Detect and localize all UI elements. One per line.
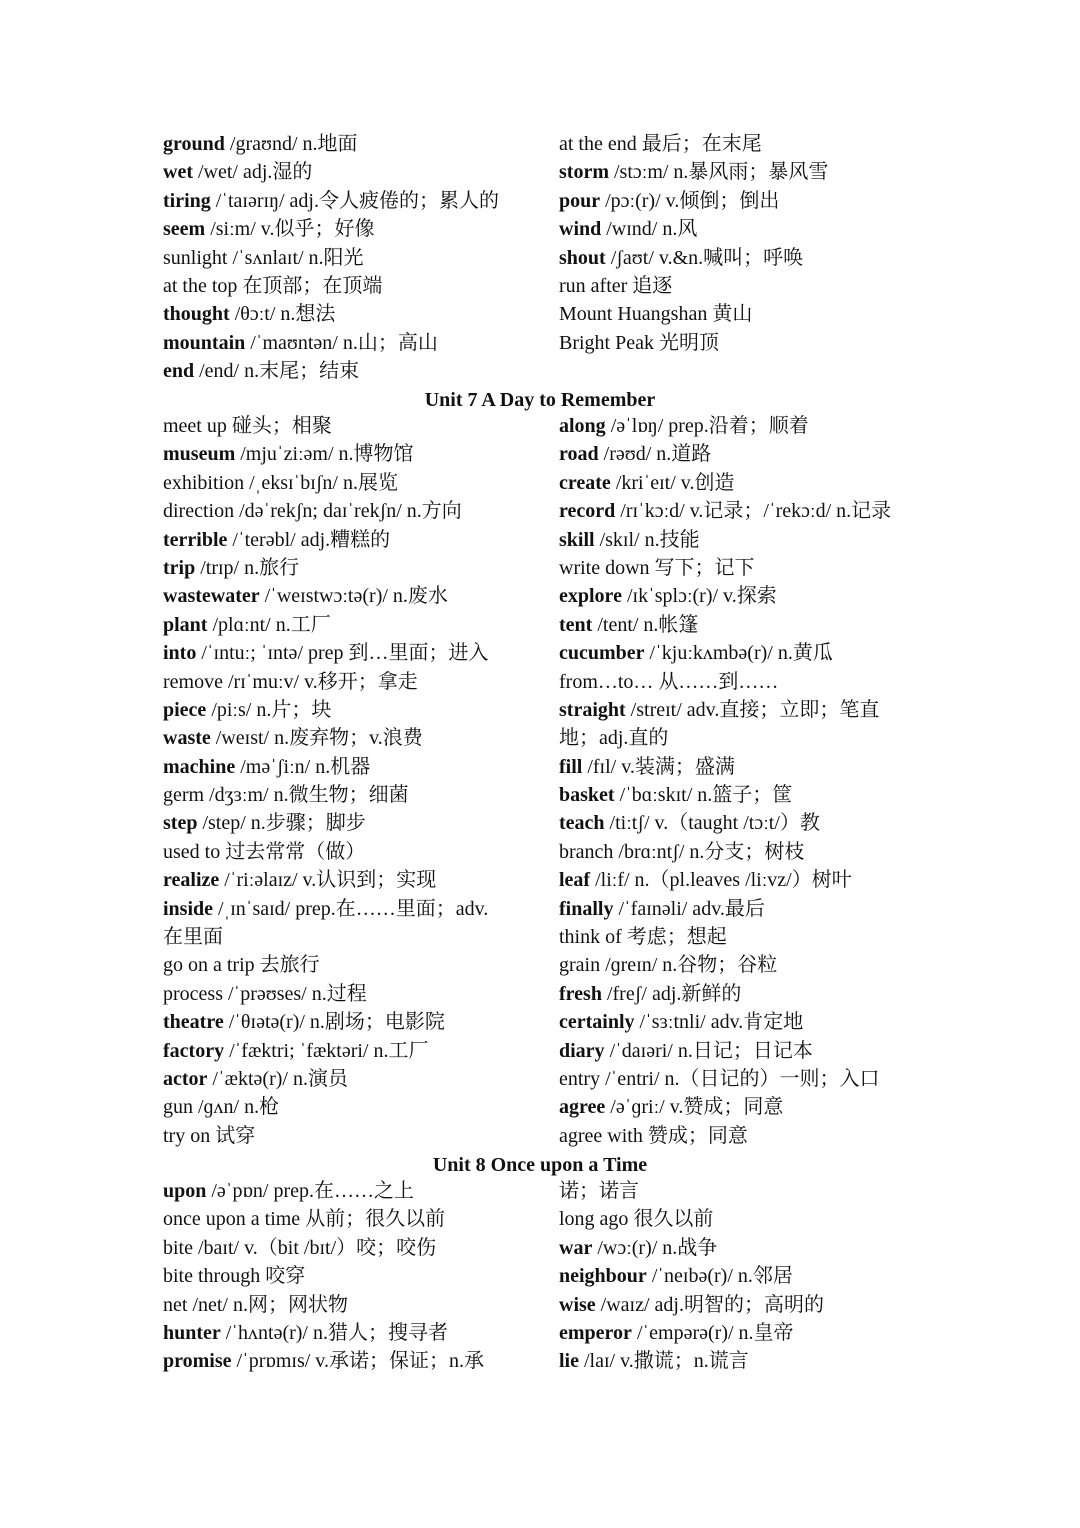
entry-definition: /ˈkjuːkʌmbə(r)/ n.黄瓜 <box>644 642 833 665</box>
entry-word: branch <box>559 840 614 863</box>
entry-word: shout <box>559 246 606 269</box>
entry-definition: /laɪ/ v.撒谎；n.谎言 <box>579 1350 749 1373</box>
vocab-entry <box>559 980 923 1008</box>
vocab-entry <box>163 244 559 272</box>
entry-word: meet up <box>163 415 227 437</box>
entry-definition: /wet/ adj.湿的 <box>192 161 313 184</box>
entry-word: factory <box>163 1039 225 1062</box>
vocab-entry <box>163 440 559 468</box>
vocab-entry <box>163 753 559 781</box>
entry-word: once upon a time <box>163 1208 301 1231</box>
vocab-entry <box>163 554 559 582</box>
vocab-entry <box>559 1319 923 1347</box>
entry-definition: /ˈθɪətə(r)/ n.剧场；电影院 <box>223 1011 445 1034</box>
entry-word: diary <box>559 1039 605 1062</box>
entry-word: inside <box>163 897 214 920</box>
entry-word: try on <box>163 1124 211 1147</box>
vocab-entry <box>163 809 559 837</box>
vocab-entry <box>559 582 923 610</box>
entry-definition: 试穿 <box>210 1124 256 1147</box>
entry-definition: /ˈhʌntə(r)/ n.猎人；搜寻者 <box>220 1321 448 1344</box>
entry-word: wastewater <box>163 585 260 608</box>
vocab-entry <box>163 469 559 497</box>
vocab-entry <box>559 440 923 468</box>
vocab-entry <box>559 469 923 497</box>
entry-definition: /ɡʌn/ n.枪 <box>193 1096 280 1119</box>
vocab-column-left <box>163 1177 559 1376</box>
entry-word: thought <box>163 303 230 326</box>
entry-definition: 去旅行 <box>254 954 320 977</box>
vocab-entry <box>559 412 923 440</box>
vocab-entry <box>559 497 923 525</box>
entry-definition: /kriˈeɪt/ v.创造 <box>610 471 735 494</box>
entry-word: end <box>163 360 195 383</box>
entry-word: create <box>559 471 611 494</box>
vocab-entry <box>163 412 559 440</box>
entry-definition: /rɪˈmuːv/ v.移开；拿走 <box>222 670 418 693</box>
vocab-entry <box>559 554 923 582</box>
entry-word: pour <box>559 189 601 212</box>
vocab-entry <box>163 187 559 215</box>
vocab-entry <box>559 809 923 837</box>
entry-definition: 碰头；相聚 <box>226 415 332 437</box>
vocab-entry <box>559 724 923 752</box>
vocab-entry <box>559 1234 923 1262</box>
entry-definition: /ˈneɪbə(r)/ n.邻居 <box>646 1265 793 1288</box>
entry-word: plant <box>163 613 208 636</box>
vocab-entry <box>163 1177 559 1205</box>
entry-word: finally <box>559 897 614 920</box>
entry-definition: /rəʊd/ n.道路 <box>598 443 712 466</box>
entry-definition: /ʃaʊt/ v.&n.喊叫；呼唤 <box>605 246 804 269</box>
entry-word: explore <box>559 585 622 608</box>
vocab-column-right <box>559 412 923 1150</box>
entry-word: skill <box>559 528 595 551</box>
vocab-column-right <box>559 130 923 386</box>
entry-definition: 从前；很久以前 <box>300 1208 446 1231</box>
entry-word: leaf <box>559 869 591 892</box>
entry-word: direction <box>163 500 235 523</box>
entry-word: at the end <box>559 133 637 155</box>
entry-definition: /ˈfaɪnəli/ adv.最后 <box>613 897 765 920</box>
vocab-entry <box>559 158 923 186</box>
vocab-entry <box>559 1291 923 1319</box>
vocab-block-unit-7 <box>163 412 923 1150</box>
entry-word: lie <box>559 1350 579 1373</box>
entry-word: run after <box>559 274 628 297</box>
vocab-entry <box>559 923 923 951</box>
entry-definition: /net/ n.网；网状物 <box>187 1293 348 1316</box>
vocab-entry <box>163 696 559 724</box>
entry-definition: /ɡreɪn/ n.谷物；谷粒 <box>600 954 778 977</box>
entry-word: emperor <box>559 1321 632 1344</box>
entry-definition: /stɔːm/ n.暴风雨；暴风雪 <box>608 161 829 184</box>
vocab-entry <box>163 1093 559 1121</box>
vocab-entry <box>559 1008 923 1036</box>
entry-word: process <box>163 982 223 1005</box>
entry-definition: 写下；记下 <box>649 556 755 579</box>
vocab-entry <box>559 244 923 272</box>
entry-definition: /ˈempərə(r)/ n.皇帝 <box>631 1321 794 1344</box>
vocab-entry <box>163 838 559 866</box>
entry-definition: 在顶部；在顶端 <box>237 274 383 297</box>
entry-definition: /ˈæktə(r)/ n.演员 <box>207 1067 348 1090</box>
entry-definition: /θɔːt/ n.想法 <box>229 303 336 326</box>
entry-definition: /ˌɪnˈsaɪd/ prep.在……里面；adv. <box>213 897 489 920</box>
entry-word: promise <box>163 1350 232 1373</box>
entry-word: Bright Peak <box>559 331 654 354</box>
entry-word: museum <box>163 443 236 466</box>
vocab-entry <box>559 838 923 866</box>
vocab-entry <box>163 1122 559 1150</box>
vocab-entry <box>559 1037 923 1065</box>
entry-word: Mount Huangshan <box>559 303 708 326</box>
entry-definition: /ˈtaɪərɪŋ/ adj.令人疲倦的；累人的 <box>210 189 499 212</box>
unit-8-heading: Unit 8 Once upon a Time <box>432 1154 648 1176</box>
entry-definition: /mjuˈziːəm/ n.博物馆 <box>235 443 414 466</box>
vocab-entry <box>163 951 559 979</box>
vocab-entry <box>163 980 559 1008</box>
entry-definition: /wɪnd/ n.风 <box>601 218 698 241</box>
entry-word: seem <box>163 218 206 241</box>
entry-definition: /məˈʃiːn/ n.机器 <box>235 755 371 778</box>
vocab-entry <box>163 668 559 696</box>
entry-definition: /əˈpɒn/ prep.在……之上 <box>206 1180 415 1202</box>
vocab-entry <box>559 1065 923 1093</box>
vocab-entry <box>559 130 923 158</box>
entry-word: fill <box>559 755 583 778</box>
vocab-entry <box>559 187 923 215</box>
entry-definition: /siːm/ v.似乎；好像 <box>205 218 375 241</box>
entry-definition: /waɪz/ adj.明智的；高明的 <box>595 1293 824 1316</box>
entry-definition: 从……到…… <box>653 670 779 693</box>
entry-word: think of <box>559 926 622 949</box>
entry-definition: /freʃ/ adj.新鲜的 <box>601 982 742 1005</box>
entry-word: neighbour <box>559 1265 647 1288</box>
entry-definition: /ˈmaʊntən/ n.山；高山 <box>245 331 438 354</box>
entry-word: go on a trip <box>163 954 255 977</box>
vocab-entry <box>163 866 559 894</box>
entry-definition: 追逐 <box>627 274 673 297</box>
entry-word: storm <box>559 161 609 184</box>
entry-word: wise <box>559 1293 596 1316</box>
entry-word: bite <box>163 1236 193 1259</box>
entry-word: net <box>163 1293 188 1316</box>
vocab-entry <box>559 611 923 639</box>
entry-definition: 考虑；想起 <box>621 926 727 949</box>
vocab-entry <box>163 582 559 610</box>
vocab-column-right <box>559 1177 923 1376</box>
vocab-entry <box>163 1262 559 1290</box>
entry-definition: /step/ n.步骤；脚步 <box>197 812 366 835</box>
entry-definition: /ˈbɑːskɪt/ n.篮子；筐 <box>614 784 793 807</box>
entry-word: tent <box>559 613 593 636</box>
vocab-entry <box>559 696 923 724</box>
entry-definition: /ˈsʌnlaɪt/ n.阳光 <box>227 246 364 269</box>
vocab-entry <box>163 781 559 809</box>
vocab-entry <box>163 1037 559 1065</box>
vocab-entry <box>163 497 559 525</box>
entry-definition: /ˈterəbl/ adj.糟糕的 <box>227 528 391 551</box>
entry-word: tiring <box>163 189 211 212</box>
vocab-entry <box>163 526 559 554</box>
entry-word: ground <box>163 133 225 155</box>
entry-definition: /trɪp/ n.旅行 <box>195 556 300 579</box>
vocab-entry <box>559 895 923 923</box>
entry-definition: /ˈprɒmɪs/ v.承诺；保证；n.承 <box>231 1350 485 1373</box>
vocab-entry <box>559 668 923 696</box>
entry-word: remove <box>163 670 223 693</box>
vocab-entry <box>163 1319 559 1347</box>
entry-word: certainly <box>559 1011 635 1034</box>
vocab-entry <box>163 611 559 639</box>
entry-word: wet <box>163 161 193 184</box>
entry-definition: /ˈriːəlaɪz/ v.认识到；实现 <box>219 869 437 892</box>
vocab-entry <box>559 526 923 554</box>
entry-definition: 在里面 <box>163 926 223 949</box>
vocab-entry <box>163 895 559 923</box>
entry-definition: 过去常常（做） <box>220 840 366 863</box>
entry-word: agree <box>559 1096 606 1119</box>
entry-definition: /plɑːnt/ n.工厂 <box>207 613 331 636</box>
vocab-entry <box>559 1347 923 1375</box>
entry-definition: /brɑːntʃ/ n.分支；树枝 <box>613 840 805 863</box>
entry-definition: /skɪl/ n.技能 <box>594 528 700 551</box>
entry-word: war <box>559 1236 593 1259</box>
entry-word: germ <box>163 784 205 807</box>
vocab-entry <box>163 639 559 667</box>
entry-definition: /ˈentri/ n.（日记的）一则；入口 <box>600 1067 880 1090</box>
entry-definition: /ˌeksɪˈbɪʃn/ n.展览 <box>244 471 398 494</box>
entry-definition: /pɔː(r)/ v.倾倒；倒出 <box>600 189 780 212</box>
vocab-entry <box>559 300 923 328</box>
entry-definition: 最后；在末尾 <box>636 133 762 155</box>
vocab-entry <box>163 1347 559 1375</box>
vocab-entry <box>559 329 923 357</box>
entry-definition: 咬穿 <box>260 1265 306 1288</box>
entry-word: straight <box>559 698 626 721</box>
vocab-entry <box>163 158 559 186</box>
vocab-entry <box>559 1205 923 1233</box>
entry-word: exhibition <box>163 471 245 494</box>
vocab-entry <box>559 1093 923 1121</box>
entry-definition: /end/ n.末尾；结束 <box>194 360 360 383</box>
vocab-entry <box>559 866 923 894</box>
vocab-column-left <box>163 412 559 1150</box>
entry-definition: /əˈlɒŋ/ prep.沿着；顺着 <box>605 415 809 437</box>
entry-word: along <box>559 415 606 437</box>
entry-definition: 地；adj.直的 <box>559 727 669 750</box>
entry-word: road <box>559 443 599 466</box>
vocab-entry <box>559 1177 923 1205</box>
entry-word: into <box>163 642 197 665</box>
entry-word: upon <box>163 1180 207 1202</box>
vocab-entry <box>163 1291 559 1319</box>
entry-word: used to <box>163 840 221 863</box>
entry-definition: /ˈsɜːtnli/ adv.肯定地 <box>634 1011 804 1034</box>
vocab-entry <box>163 1205 559 1233</box>
entry-definition: /rɪˈkɔːd/ v.记录；/ˈrekɔːd/ n.记录 <box>615 500 892 523</box>
vocab-entry <box>559 1122 923 1150</box>
entry-word: bite through <box>163 1265 261 1288</box>
entry-definition: /piːs/ n.片；块 <box>206 698 332 721</box>
entry-word: agree with <box>559 1124 643 1147</box>
entry-word: actor <box>163 1067 208 1090</box>
vocab-entry <box>163 923 559 951</box>
entry-definition: /streɪt/ adv.直接；立即；笔直 <box>625 698 880 721</box>
entry-definition: 赞成；同意 <box>642 1124 748 1147</box>
vocab-entry <box>163 1008 559 1036</box>
entry-word: fresh <box>559 982 602 1005</box>
vocab-entry <box>559 215 923 243</box>
vocab-entry <box>559 753 923 781</box>
vocab-entry <box>163 1234 559 1262</box>
unit-7-heading: Unit 7 A Day to Remember <box>424 389 656 411</box>
entry-definition: 诺；诺言 <box>559 1180 639 1202</box>
entry-definition: /graʊnd/ n.地面 <box>224 133 358 155</box>
entry-definition: /ˈfæktri; ˈfæktəri/ n.工厂 <box>224 1039 429 1062</box>
entry-word: realize <box>163 869 220 892</box>
entry-word: wind <box>559 218 602 241</box>
entry-word: teach <box>559 812 605 835</box>
entry-word: at the top <box>163 274 238 297</box>
entry-word: waste <box>163 727 211 750</box>
vocab-entry <box>163 357 559 385</box>
vocab-entry <box>163 329 559 357</box>
entry-word: trip <box>163 556 196 579</box>
vocab-entry <box>559 951 923 979</box>
entry-word: hunter <box>163 1321 221 1344</box>
vocab-entry <box>559 781 923 809</box>
entry-definition: /tiːtʃ/ v.（taught /tɔːt/）教 <box>604 812 820 835</box>
entry-definition: /baɪt/ v.（bit /bɪt/）咬；咬伤 <box>193 1236 437 1259</box>
vocab-entry <box>163 130 559 158</box>
entry-definition: 很久以前 <box>628 1208 714 1231</box>
entry-word: entry <box>559 1067 601 1090</box>
vocab-entry <box>163 1065 559 1093</box>
entry-word: basket <box>559 784 615 807</box>
vocab-entry <box>559 272 923 300</box>
entry-definition: /fɪl/ v.装满；盛满 <box>582 755 735 778</box>
entry-word: sunlight <box>163 246 228 269</box>
entry-word: terrible <box>163 528 228 551</box>
entry-definition: 光明顶 <box>654 331 719 354</box>
vocab-block-unit-8 <box>163 1177 923 1376</box>
vocab-column-left <box>163 130 559 386</box>
entry-word: grain <box>559 954 601 977</box>
entry-definition: /tent/ n.帐篷 <box>592 613 699 636</box>
entry-word: long ago <box>559 1208 629 1231</box>
entry-definition: /ˈweɪstwɔːtə(r)/ n.废水 <box>259 585 448 608</box>
vocab-entry <box>163 300 559 328</box>
vocab-entry <box>559 639 923 667</box>
vocab-entry <box>163 215 559 243</box>
entry-word: piece <box>163 698 207 721</box>
entry-word: from…to… <box>559 670 654 693</box>
entry-definition: /dʒɜːm/ n.微生物；细菌 <box>204 784 409 807</box>
entry-definition: 黄山 <box>707 303 753 326</box>
entry-definition: /dəˈrekʃn; daɪˈrekʃn/ n.方向 <box>234 500 462 523</box>
entry-word: mountain <box>163 331 246 354</box>
entry-definition: /ˈɪntuː; ˈɪntə/ prep 到…里面；进入 <box>196 642 489 665</box>
entry-word: write down <box>559 556 650 579</box>
entry-definition: /wɔː(r)/ n.战争 <box>592 1236 718 1259</box>
entry-word: gun <box>163 1096 193 1119</box>
vocab-entry <box>163 724 559 752</box>
entry-definition: /weɪst/ n.废弃物；v.浪费 <box>210 727 423 750</box>
entry-definition: /əˈɡriː/ v.赞成；同意 <box>605 1096 784 1119</box>
entry-word: cucumber <box>559 642 645 665</box>
vocab-block-top <box>163 130 923 386</box>
entry-word: theatre <box>163 1011 224 1034</box>
entry-definition: /liːf/ n.（pl.leaves /liːvz/）树叶 <box>590 869 852 892</box>
entry-word: record <box>559 500 616 523</box>
entry-definition: /ˈprəʊses/ n.过程 <box>222 982 367 1005</box>
entry-word: machine <box>163 755 236 778</box>
entry-definition: /ɪkˈsplɔː(r)/ v.探索 <box>621 585 777 608</box>
entry-definition: /ˈdaɪəri/ n.日记；日记本 <box>604 1039 813 1062</box>
vocab-entry <box>163 272 559 300</box>
entry-word: step <box>163 812 198 835</box>
vocab-entry <box>559 1262 923 1290</box>
